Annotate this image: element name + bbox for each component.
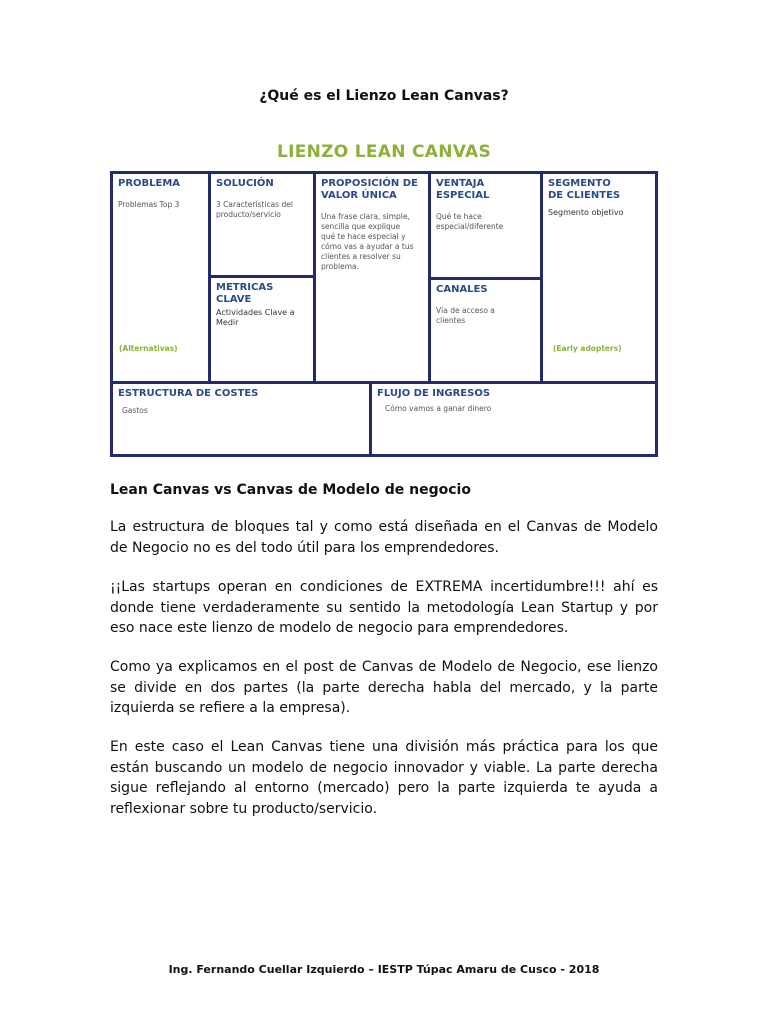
cell-metricas xyxy=(211,278,313,381)
cell-metricas-title: METRICAS CLAVE xyxy=(216,282,274,305)
cell-segmento-desc: Segmento objetivo xyxy=(548,208,624,217)
cell-ingresos-desc: Cómo vamos a ganar dinero xyxy=(385,404,492,413)
cell-ventaja xyxy=(431,174,540,277)
cell-metricas-desc: Actividades Clave a Medir xyxy=(216,308,295,327)
lean-canvas-grid xyxy=(110,171,658,457)
cell-ventaja-desc: Qué te hace especial/diferente xyxy=(436,212,504,231)
cell-problema-foot: (Alternativas) xyxy=(119,344,178,353)
cell-costes-desc: Gastos xyxy=(122,406,148,415)
paragraph-2: ¡¡Las startups operan en condiciones de EXTREMA incertidumbre!!! ahí es donde tiene verdaderamente su sentido la metodología Lean Startup y por eso nace este lienzo de modelo de negocio para emprendedores. xyxy=(110,579,658,636)
cell-segmento-title: SEGMENTO DE CLIENTES xyxy=(548,178,621,201)
page-footer: Ing. Fernando Cuellar Izquierdo – IESTP Túpac Amaru de Cusco - 2018 xyxy=(168,963,600,976)
cell-ingresos-title: FLUJO DE INGRESOS xyxy=(377,388,491,399)
paragraph-1: La estructura de bloques tal y como está diseñada en el Canvas de Modelo de Negocio no es del todo útil para los emprendedores. xyxy=(110,519,658,556)
page-title: ¿Qué es el Lienzo Lean Canvas? xyxy=(259,88,509,104)
cell-problema-desc: Problemas Top 3 xyxy=(118,200,180,209)
cell-solucion-desc: 3 Características del producto/servicio xyxy=(216,200,293,219)
cell-canales xyxy=(431,280,540,381)
cell-solucion xyxy=(211,174,313,275)
cell-canales-desc: Vía de acceso a clientes xyxy=(436,306,495,325)
cell-propuesta-title: PROPOSICIÓN DE VALOR ÚNICA xyxy=(321,178,418,201)
cell-ingresos xyxy=(372,384,655,454)
cell-propuesta xyxy=(316,174,428,381)
cell-ventaja-title: VENTAJA ESPECIAL xyxy=(436,178,490,201)
cell-segmento-foot: (Early adopters) xyxy=(553,344,622,353)
cell-costes-title: ESTRUCTURA DE COSTES xyxy=(118,388,259,399)
paragraph-3: Como ya explicamos en el post de Canvas de Modelo de Negocio, ese lienzo se divide en dos partes (la parte derecha habla del mercado, y la parte izquierda se refiere a la empresa). xyxy=(110,659,658,716)
paragraph-4: En este caso el Lean Canvas tiene una división más práctica para los que están buscando un modelo de negocio innovador y viable. La parte derecha sigue reflejando al entorno (mercado) pero la parte izquierda te ayuda a reflexionar sobre tu producto/servicio. xyxy=(110,739,658,817)
cell-solucion-title: SOLUCIÓN xyxy=(216,178,274,189)
cell-problema-title: PROBLEMA xyxy=(118,178,181,189)
cell-canales-title: CANALES xyxy=(436,284,488,295)
cell-propuesta-desc: Una frase clara, simple, sencilla que explique qué te hace especial y cómo vas a ayudar a tus clientes a resolver su problema. xyxy=(321,212,414,271)
cell-problema xyxy=(113,174,208,381)
canvas-title: LIENZO LEAN CANVAS xyxy=(276,142,492,162)
cell-costes xyxy=(113,384,369,454)
section-heading: Lean Canvas vs Canvas de Modelo de negocio xyxy=(110,482,471,498)
cell-segmento xyxy=(543,174,655,381)
